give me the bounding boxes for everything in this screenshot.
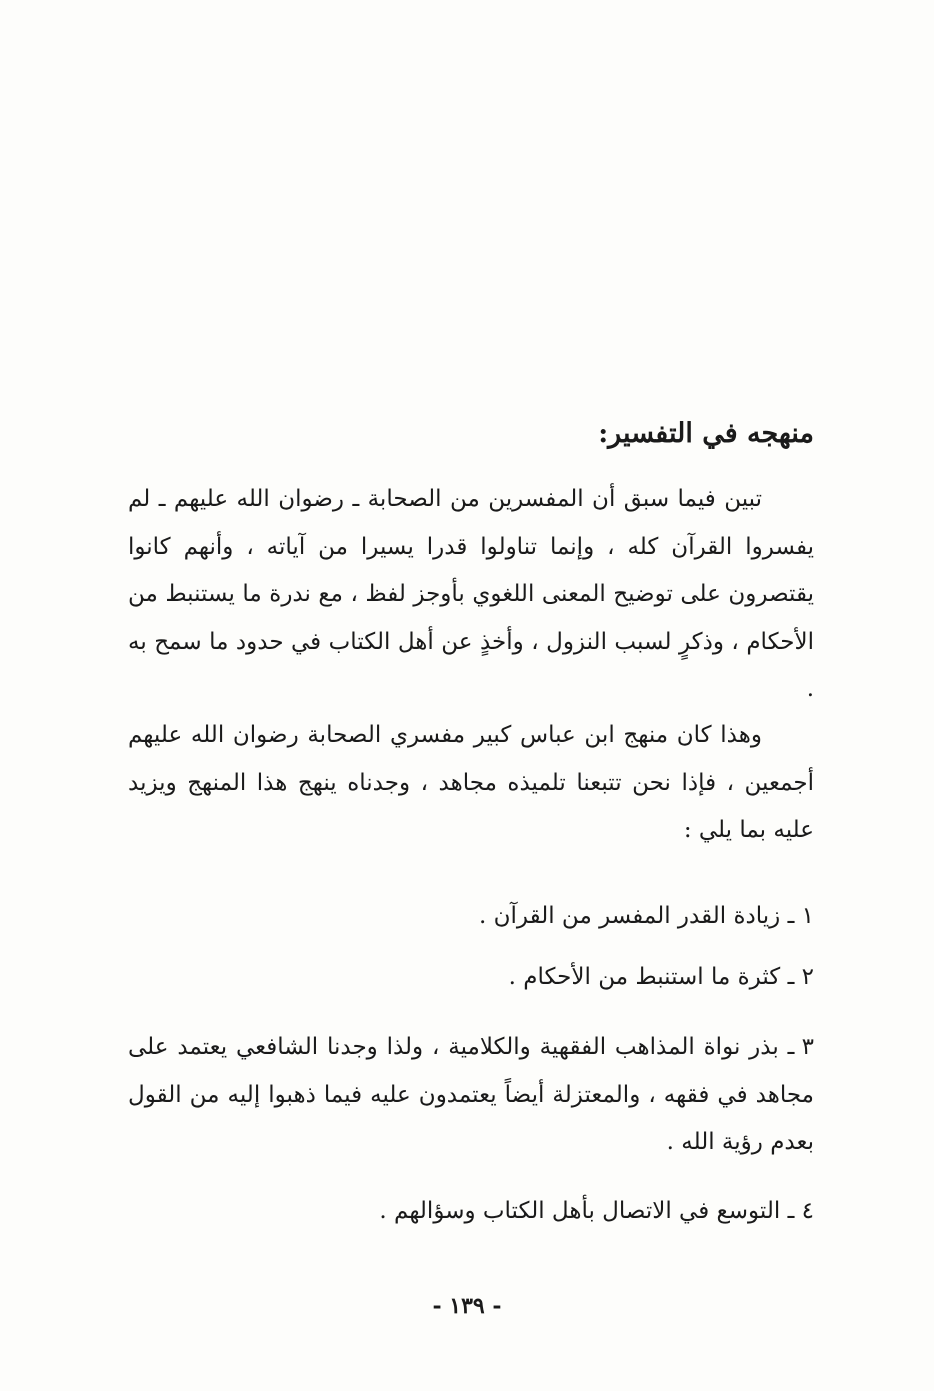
list-item-2 bbox=[128, 954, 814, 1002]
list-item-number: ٣ ـ bbox=[787, 1034, 815, 1060]
list-item-number: ٤ ـ bbox=[787, 1198, 814, 1224]
list-item-4 bbox=[128, 1188, 814, 1236]
list-item-text: التوسع في الاتصال بأهل الكتاب وسؤالهم . bbox=[379, 1198, 781, 1224]
list-item-number: ١ ـ bbox=[787, 903, 814, 929]
paragraph-1: تبين فيما سبق أن المفسرين من الصحابة ـ رضوان الله عليهم ـ لم يفسروا القرآن كله ، وإنما تناولوا قدرا يسيرا من آياته ، وأنهم كانوا يقتصرون على توضيح المعنى اللغوي بأوجز لفظ ، مع ندرة ما يستنبط من الأحكام ، وذكرٍ لسبب النزول ، وأخذٍ عن أهل الكتاب في حدود ما سمح به . bbox=[128, 486, 814, 702]
list-item-text: كثرة ما استنبط من الأحكام . bbox=[508, 964, 781, 990]
list-item-text: بذر نواة المذاهب الفقهية والكلامية ، ولذا وجدنا الشافعي يعتمد على مجاهد في فقهه ، والمعتزلة أيضاً يعتمدون عليه فيما ذهبوا إليه من القول بعدم رؤية الله . bbox=[128, 1034, 814, 1155]
section-heading: منهجه في التفسير: bbox=[598, 418, 814, 449]
paragraph-2: وهذا كان منهج ابن عباس كبير مفسري الصحابة رضوان الله عليهم أجمعين ، فإذا نحن تتبعنا تلميذه مجاهد ، وجدناه ينهج هذا المنهج ويزيد عليه بما يلي : bbox=[128, 722, 814, 843]
list-item-text: زيادة القدر المفسر من القرآن . bbox=[479, 903, 781, 929]
list-item-1 bbox=[128, 893, 814, 941]
list-item-3 bbox=[128, 1024, 814, 1167]
list-item-number: ٢ ـ bbox=[787, 964, 814, 990]
page-number: - ١٣٩ - bbox=[432, 1293, 502, 1319]
